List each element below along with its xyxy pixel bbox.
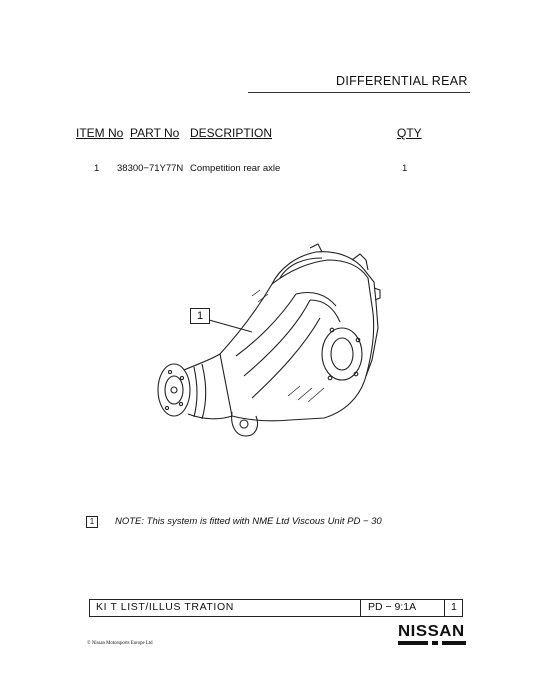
copyright-notice: © Nissan Motorsports Europe Ltd [87, 641, 153, 646]
diagram-callout: 1 [190, 308, 210, 324]
column-header-description: DESCRIPTION [190, 126, 273, 140]
row-qty: 1 [402, 163, 408, 174]
row-item: 1 [94, 163, 100, 174]
nissan-logo: NISSAN [398, 623, 465, 640]
logo-stripe [398, 641, 466, 645]
footer-title: KI T LIST/ILLUS TRATION [96, 601, 234, 613]
footer-divider [360, 600, 361, 616]
footer-document-code: PD − 9:1A [368, 601, 417, 613]
footer-divider [444, 600, 445, 616]
header-rule [248, 92, 470, 93]
row-description: Competition rear axle [190, 163, 281, 174]
row-part-number: 38300−71Y77N [117, 163, 184, 174]
column-header-part: PART No [130, 126, 180, 140]
differential-illustration [140, 236, 390, 441]
footer-page-number: 1 [451, 601, 457, 613]
note-marker: 1 [86, 516, 98, 528]
section-title: DIFFERENTIAL REAR [336, 74, 468, 88]
column-header-qty: QTY [397, 126, 422, 140]
footer-title-block [89, 599, 463, 617]
column-header-item: ITEM No [76, 126, 124, 140]
note-text: NOTE: This system is fitted with NME Ltd Viscous Unit PD − 30 [115, 516, 382, 527]
